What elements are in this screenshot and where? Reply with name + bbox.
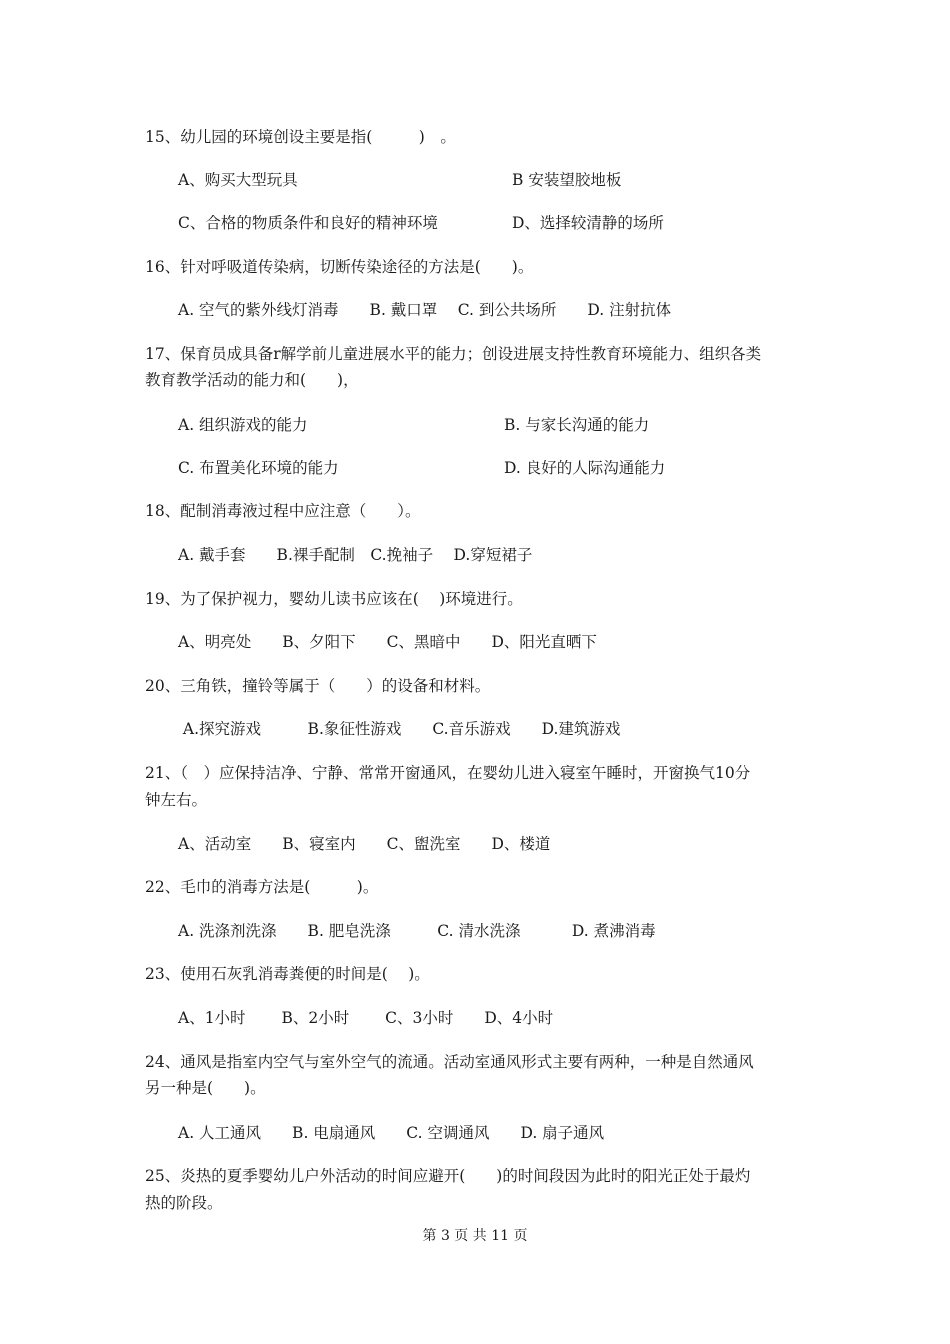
question-23-options: A、1小时 B、2小时 C、3小时 D、4小时 xyxy=(178,1009,554,1027)
question-19-stem: 19、为了保护视力，婴幼儿读书应该在( )环境进行。 xyxy=(145,590,523,608)
question-22-stem: 22、毛巾的消毒方法是( )。 xyxy=(145,878,379,896)
question-20-stem: 20、三角铁，撞铃等属于（ ）的设备和材料。 xyxy=(145,677,491,695)
question-22-options: A. 洗涤剂洗涤 B. 肥皂洗涤 C. 清水洗涤 D. 煮沸消毒 xyxy=(178,922,656,940)
question-24-stem-line-2: 另一种是( )。 xyxy=(145,1079,266,1097)
question-15-option-b: B 安装望胶地板 xyxy=(512,171,622,189)
question-17-option-c: C. 布置美化环境的能力 xyxy=(178,459,339,477)
page-number-footer: 第 3 页 共 11 页 xyxy=(422,1228,528,1244)
question-16-stem: 16、针对呼吸道传染病，切断传染途径的方法是( )。 xyxy=(145,258,534,276)
question-15-stem: 15、幼儿园的环境创设主要是指( ) 。 xyxy=(145,128,456,146)
question-15-option-d: D、选择较清静的场所 xyxy=(512,214,664,232)
question-17-option-a: A. 组织游戏的能力 xyxy=(178,416,308,434)
question-25-stem-line-2: 热的阶段。 xyxy=(145,1194,223,1212)
question-18-options: A. 戴手套 B.裸手配制 C.挽袖子 D.穿短裙子 xyxy=(178,546,533,564)
question-20-options: A.探究游戏 B.象征性游戏 C.音乐游戏 D.建筑游戏 xyxy=(178,720,621,738)
question-23-stem: 23、使用石灰乳消毒粪便的时间是( )。 xyxy=(145,965,430,983)
question-17-option-d: D. 良好的人际沟通能力 xyxy=(504,459,666,477)
question-24-options: A. 人工通风 B. 电扇通风 C. 空调通风 D. 扇子通风 xyxy=(178,1124,605,1142)
question-18-stem: 18、配制消毒液过程中应注意（ ）。 xyxy=(145,502,421,520)
question-15-option-a: A、购买大型玩具 xyxy=(178,171,298,189)
question-15-option-c: C、合格的物质条件和良好的精神环境 xyxy=(178,214,438,232)
question-16-options: A. 空气的紫外线灯消毒 B. 戴口罩 C. 到公共场所 D. 注射抗体 xyxy=(178,301,672,319)
question-21-stem-line-2: 钟左右。 xyxy=(145,791,208,809)
question-19-options: A、明亮处 B、夕阳下 C、黑暗中 D、阳光直晒下 xyxy=(178,633,597,651)
question-17-option-b: B. 与家长沟通的能力 xyxy=(504,416,650,434)
question-24-stem-line-1: 24、通风是指室内空气与室外空气的流通。活动室通风形式主要有两种，一种是自然通风 xyxy=(145,1053,754,1071)
question-25-stem-line-1: 25、炎热的夏季婴幼儿户外活动的时间应避开( )的时间段因为此时的阳光正处于最灼 xyxy=(145,1167,751,1185)
question-21-stem-line-1: 21、（ ）应保持洁净、宁静、常常开窗通风，在婴幼儿进入寝室午睡时，开窗换气10分 xyxy=(145,764,751,782)
question-21-options: A、活动室 B、寝室内 C、盥洗室 D、楼道 xyxy=(178,835,551,853)
question-17-stem-line-2: 教育教学活动的能力和( )， xyxy=(145,371,359,389)
question-17-stem-line-1: 17、保育员成具备r解学前儿童进展水平的能力；创设进展支持性教育环境能力、组织各类 xyxy=(145,345,762,363)
